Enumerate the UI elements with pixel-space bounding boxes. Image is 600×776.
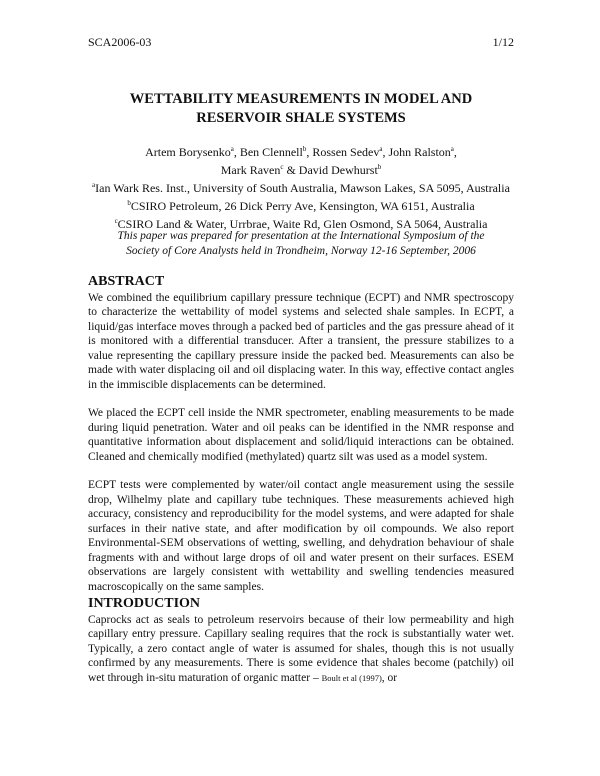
- intro-tail: , or: [381, 671, 398, 684]
- author-affil-mark: b: [302, 145, 307, 153]
- author-line-2: [88, 160, 514, 178]
- author-separator: ,: [453, 145, 457, 159]
- paper-title: [88, 90, 514, 128]
- author-line-1: [88, 142, 514, 160]
- abstract-paragraph-3: ECPT tests were complemented by water/oil contact angle measurement using the sessile drop, Wilhelmy plate and capillary tube techniques. These measurements achieved high accuracy, consistency and reproducibility for the model systems, and were adapted for shale surfaces in their native state, and after modification by oil compounds. We also report Environmental-SEM observations of wetting, swelling, and dehydration behaviour of shale fragments with and without large drops of oil and water present on their surfaces. ESEM observations are largely consistent with wettability and swelling tendencies measured macroscopically on the same samples.: [88, 479, 514, 593]
- abstract-heading: ABSTRACT: [88, 274, 165, 289]
- introduction-paragraph-1: [88, 613, 514, 686]
- abstract-paragraph-1: We combined the equilibrium capillary pressure technique (ECPT) and NMR spectroscopy to characterize the wettability of model systems and selected shale samples. In ECPT, a liquid/gas interface moves through a packed bed of particles and the gas pressure ahead of it is monitored with a differential transducer. After a transient, the pressure stabilizes to a value representing the capillary pressure inside the packed bed. Measurements can also be made with water displacing oil and oil displacing water. In this way, effective contact angles in the immiscible displacements can be determined.: [88, 291, 514, 391]
- affil-mark: c: [114, 217, 118, 225]
- note-line-1: This paper was prepared for presentation at the International Symposium of the: [117, 230, 485, 242]
- abstract-section: [88, 275, 514, 608]
- author-name: Artem Borysenko: [145, 145, 231, 159]
- affiliation-a: [88, 178, 514, 196]
- title-line-1: WETTABILITY MEASUREMENTS IN MODEL AND: [129, 91, 473, 107]
- affiliation-text: Ian Wark Res. Inst., University of South Australia, Mawson Lakes, SA 5095, Australia: [95, 181, 510, 195]
- author-name: , Ben Clennell: [233, 145, 303, 159]
- affiliation-text: CSIRO Petroleum, 26 Dick Perry Ave, Kensington, WA 6151, Australia: [130, 199, 475, 213]
- citation: Boult et al (1997): [321, 672, 382, 683]
- author-name: & David Dewhurst: [283, 163, 378, 177]
- page-number: 1/12: [492, 35, 514, 49]
- author-name: Mark Raven: [220, 163, 281, 177]
- abstract-paragraph-2: We placed the ECPT cell inside the NMR spectrometer, enabling measurements to be made during liquid penetration. Water and oil peaks can be identified in the NMR response and quantitative information about displacement and solid/liquid interactions can be obtained. Cleaned and chemically modified (methylated) quartz silt was used as a model system.: [88, 407, 514, 463]
- author-affil-mark: a: [379, 145, 383, 153]
- affiliation-b: [88, 196, 514, 214]
- title-line-2: RESERVOIR SHALE SYSTEMS: [196, 110, 406, 126]
- author-name: , Rossen Sedev: [306, 145, 380, 159]
- conference-note: [88, 229, 514, 259]
- author-affil-mark: a: [450, 145, 454, 153]
- intro-text: Caprocks act as seals to petroleum reservoirs because of their low permeability and high capillary entry pressure. Capillary sealing requires that the rock is substantially water wet. Typically, a zero contact angle of water is assumed for shales, though this is not usually confirmed by any measurements. There is some evidence that shales become (patchily) oil wet through in-situ maturation of organic matter –: [88, 613, 514, 684]
- introduction-section: [88, 597, 514, 699]
- author-block: [88, 142, 514, 232]
- affil-mark: a: [92, 181, 96, 189]
- note-line-2: Society of Core Analysts held in Trondheim, Norway 12-16 September, 2006: [126, 245, 476, 257]
- introduction-heading: INTRODUCTION: [88, 596, 201, 611]
- affil-mark: b: [127, 199, 131, 207]
- author-affil-mark: c: [280, 163, 284, 171]
- affiliation-text: CSIRO Land & Water, Urrbrae, Waite Rd, Glen Osmond, SA 5064, Australia: [117, 217, 488, 231]
- author-name: , John Ralston: [382, 145, 451, 159]
- paper-id: SCA2006-03: [88, 35, 152, 49]
- author-affil-mark: b: [377, 163, 382, 171]
- author-affil-mark: a: [230, 145, 234, 153]
